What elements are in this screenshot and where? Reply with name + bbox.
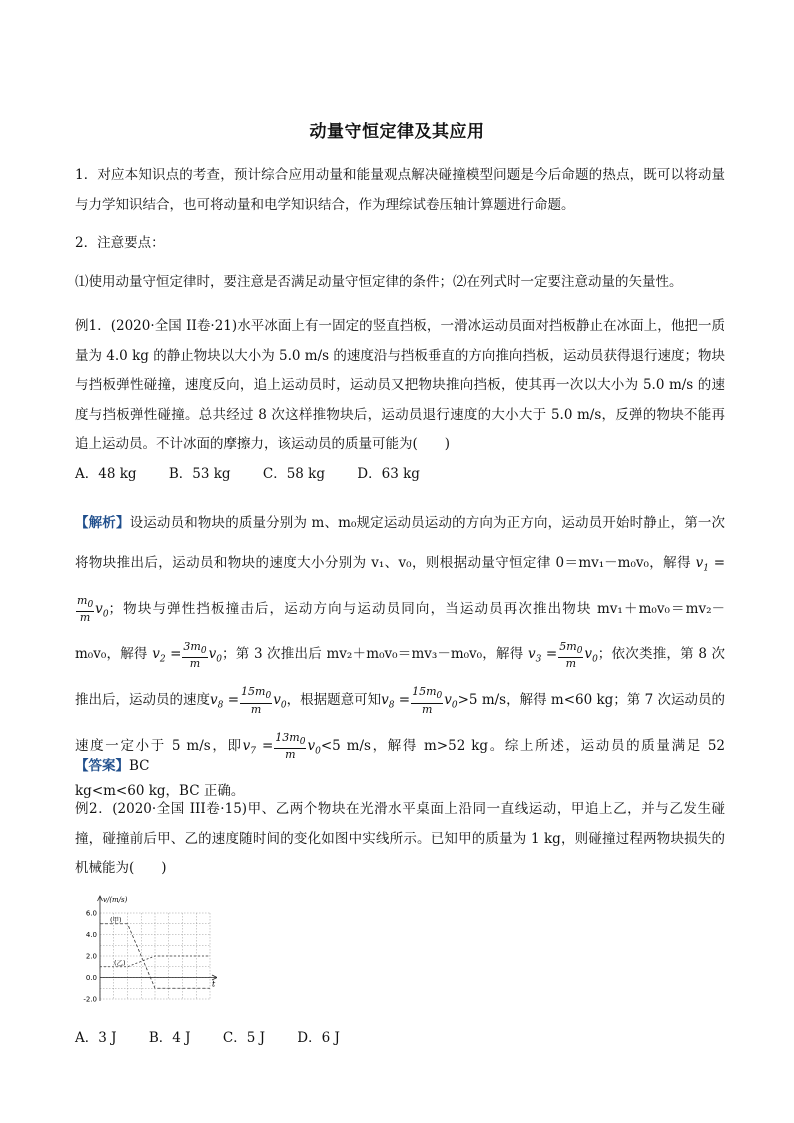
analysis-text-6: >5 m/s，解得 m<60 kg；第 7 次运动员的速度一定小于 5 m/s，即 (75, 692, 726, 754)
series-label-1: (甲) (110, 915, 122, 924)
fraction-v8-b: $\frac{15m_0}{m}$ (412, 685, 443, 716)
formula-v8: $v_8$ = (210, 692, 240, 711)
fraction-v1: $\frac{m_0}{m}$ (77, 594, 94, 625)
formula-v3: $v_3$ = (528, 646, 558, 666)
fraction-v2: $\frac{3m_0}{m}$ (183, 639, 207, 670)
option-c: C．58 kg (262, 466, 325, 482)
example-2-options (75, 1024, 725, 1054)
answer-value: BC (129, 758, 150, 774)
velocity-time-chart (72, 893, 217, 1005)
example-1-options (75, 460, 725, 490)
analysis-tag: 【解析】 (75, 515, 130, 531)
formula-v7: $v_7$ = (242, 737, 274, 757)
analysis-text-7: <5 m/s，解得 m>52 kg。综上所述，运动员的质量满足 52 kg<m<60 kg，BC 正确。 (75, 737, 725, 800)
y-tick-label: 6.0 (85, 909, 97, 918)
option-a: A．3 J (75, 1030, 117, 1046)
y-tick-label: -2.0 (83, 995, 97, 1004)
y-tick-label: 4.0 (85, 931, 97, 939)
option-b: B．53 kg (168, 466, 231, 482)
option-d: D．63 kg (357, 466, 420, 482)
fraction-v3: $\frac{5m_0}{m}$ (559, 639, 583, 670)
intro-paragraph-1: 1．对应本知识点的考查，预计综合应用动量和能量观点解决碰撞模型问题是今后命题的热点，既可以将动量与力学知识结合，也可将动量和电学知识结合，作为理综试卷压轴计算题进行命题。 (75, 167, 725, 213)
option-c: C．5 J (222, 1030, 265, 1046)
analysis-text-4: ；依次类推，第 8 次推出后，运动员的速度 (75, 646, 726, 709)
option-b: B．4 J (148, 1030, 191, 1046)
intro-paragraph-3: ⑴使用动量守恒定律时，要注意是否满足动量守恒定律的条件；⑵在列式时一定要注意动量的矢量性。 (75, 274, 683, 290)
page-title: 动量守恒定律及其应用 (309, 122, 485, 142)
series-label-2: (乙) (114, 958, 126, 967)
formula-v2: $v_2$ = (152, 646, 182, 666)
option-d: D．6 J (297, 1030, 340, 1046)
example-1-analysis: 【解析】设运动员和物块的质量分别为 m、m₀规定运动员运动的方向为正方向，运动员开始时静止，第一次将物块推出后，运动员和物块的速度大小分别为 v₁、v₀，则根据动量守恒定律 0＝mv₁－m₀v₀，解得 $v_1$ = $\frac{m_0}{m}$ $v_0$；物块与弹性挡板撞击后，运动方向与运动员同向，当运动员再次推出物块 mv₁＋m₀v₀＝mv₂－m₀v₀，解得 $v_2$ = $\frac{3m_0}{m}$ $v_0$；第 3 次推出后 mv₂＋m₀v₀＝mv₃－m₀v₀，解得 $v_3$ = $\frac{5m_0}{m}$ $v_0$；依次类推，第 8 次推出后，运动员的速度$v_8$ = $\frac{15m_0}{m}$ $v_0$，根据题意可知$v_8$ = $\frac{15m_0}{m}$ $v_0>5$ m/s，解得 m<60 kg；第 7 次运动员的速度一定小于 5 m/s，即$v_7$ = $\frac{13m_0}{m}$ $v_0<5$ m/s，解得 m>52 kg。综上所述，运动员的质量满足 52 kg<m<60 kg，BC 正确。 (75, 515, 726, 800)
y-tick-label: 2.0 (85, 952, 97, 961)
analysis-text-5: ，根据题意可知 (286, 692, 382, 709)
fraction-v8: $\frac{15m_0}{m}$ (241, 685, 272, 716)
formula-v8-b: $v_8$ = (381, 692, 411, 711)
example-1-answer (75, 752, 725, 782)
intro-paragraph-2: 2．注意要点： (75, 235, 165, 251)
fraction-v7: $\frac{13m_0}{m}$ (275, 731, 306, 762)
analysis-text-1: 设运动员和物块的质量分别为 m、m₀规定运动员运动的方向为正方向，运动员开始时静止，第一次将物块推出后，运动员和物块的速度大小分别为 v₁、v₀，则根据动量守恒定律 0＝mv₁－m₀v₀，解得 (75, 515, 726, 571)
option-a: A．48 kg (75, 466, 137, 482)
answer-tag: 【答案】 (75, 758, 129, 774)
example-2-stem: 例2．(2020·全国 III卷·15)甲、乙两个物块在光滑水平桌面上沿同一直线运动，甲追上乙，并与乙发生碰撞，碰撞前后甲、乙的速度随时间的变化如图中实线所示。已知甲的质量为 1 kg，则碰撞过程两物块损失的机械能为( ) (75, 801, 725, 876)
y-axis-label: v/(m/s) (103, 896, 128, 904)
analysis-text-2: ；物块与弹性挡板撞击后，运动方向与运动员同向，当运动员再次推出物块 mv₁＋m₀v₀＝mv₂－m₀v₀，解得 (75, 600, 725, 663)
analysis-text-3: ；第 3 次推出后 mv₂＋m₀v₀＝mv₃－m₀v₀，解得 (221, 646, 524, 663)
x-axis-label: t (212, 979, 216, 989)
example-1-stem: 例1．(2020·全国 II卷·21)水平冰面上有一固定的竖直挡板，一滑冰运动员面对挡板静止在冰面上，他把一质量为 4.0 kg 的静止物块以大小为 5.0 m/s 的速度沿与挡板垂直的方向推向挡板，运动员获得退行速度；物块与挡板弹性碰撞，速度反向，追上运动员时，运动员又把物块推向挡板，使其再一次以大小为 5.0 m/s 的速度与挡板弹性碰撞。总共经过 8 次这样推物块后，运动员退行速度的大小大于 5.0 m/s，反弹的物块不能再追上运动员。不计冰面的摩擦力，该运动员的质量可能为( ) (75, 318, 725, 452)
formula-v1: $v_1$ = (695, 555, 726, 574)
y-tick-label: 0.0 (85, 974, 97, 982)
